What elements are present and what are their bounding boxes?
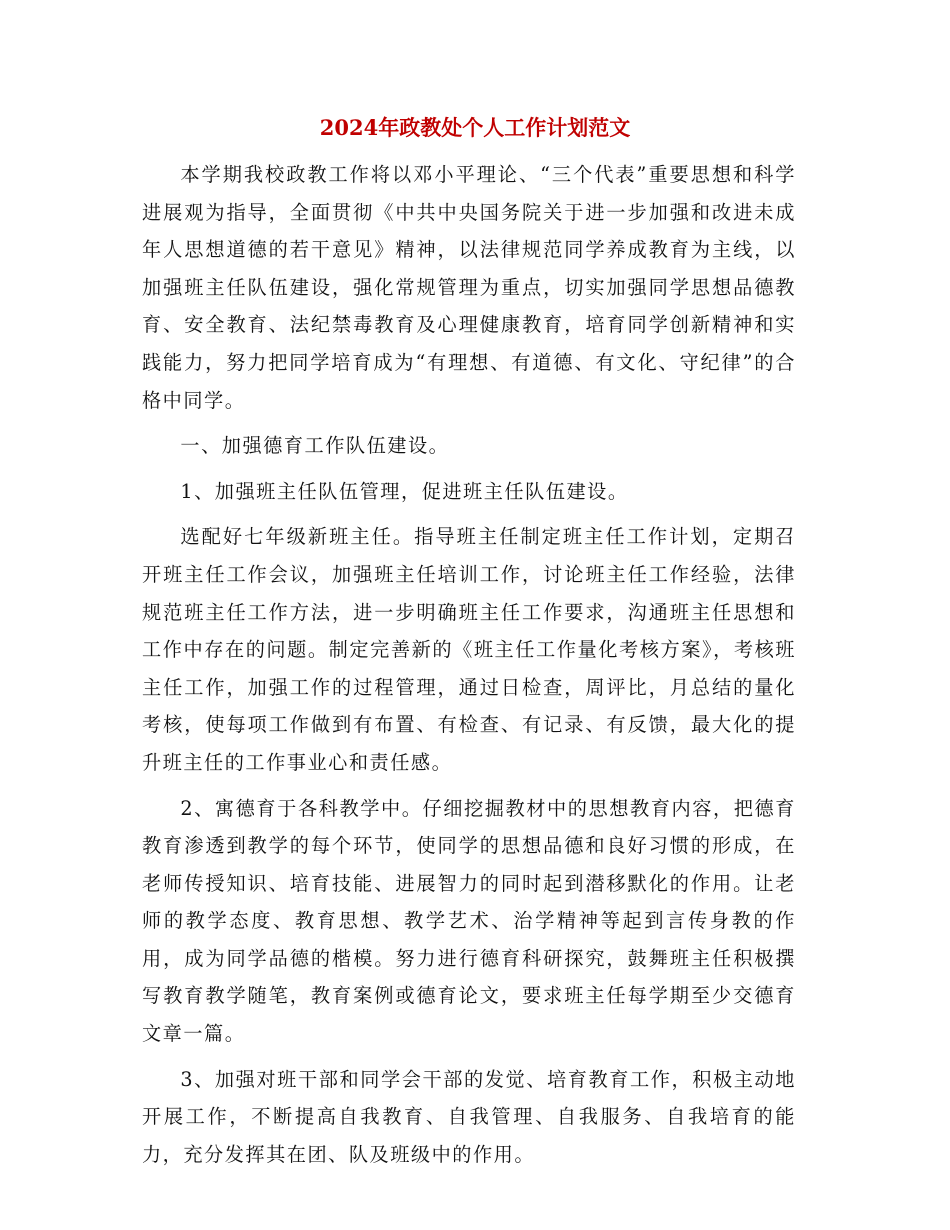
paragraph-item-1-heading: 1、加强班主任队伍管理，促进班主任队伍建设。 xyxy=(180,479,629,503)
paragraph-section-heading: 一、加强德育工作队伍建设。 xyxy=(180,434,450,458)
paragraph-item-1-body: 选配好七年级新班主任。指导班主任制定班主任工作计划，定期召开班主任工作会议，加强班主任培训工作，讨论班主任工作经验，法律规范班主任工作方法，进一步明确班主任工作要求，沟通班主任思想和工作中存在的问题。制定完善新的《班主任工作量化考核方案》，考核班主任工作，加强工作的过程管理，通过日检查，周评比，月总结的量化考核，使每项工作做到有布置、有检查、有记录、有反馈，最大化的提升班主任的工作事业心和责任感。 xyxy=(142,525,796,774)
paragraph-item-3: 3、加强对班干部和同学会干部的发觉、培育教育工作，积极主动地开展工作，不断提高自我教育、自我管理、自我服务、自我培育的能力，充分发挥其在团、队及班级中的作用。 xyxy=(142,1067,796,1166)
document-body xyxy=(142,156,796,1181)
paragraph-intro: 本学期我校政教工作将以邓小平理论、“三个代表”重要思想和科学进展观为指导，全面贯彻《中共中央国务院关于进一步加强和改进未成年人思想道德的若干意见》精神，以法律规范同学养成教育为主线，以加强班主任队伍建设，强化常规管理为重点，切实加强同学思想品德教育、安全教育、法纪禁毒教育及心理健康教育，培育同学创新精神和实践能力，努力把同学培育成为“有理想、有道德、有文化、守纪律”的合格中同学。 xyxy=(142,163,796,412)
paragraph-item-2: 2、寓德育于各科教学中。仔细挖掘教材中的思想教育内容，把德育教育渗透到教学的每个环节，使同学的思想品德和良好习惯的形成，在老师传授知识、培育技能、进展智力的同时起到潜移默化的作用。让老师的教学态度、教育思想、教学艺术、治学精神等起到言传身教的作用，成为同学品德的楷模。努力进行德育科研探究，鼓舞班主任积极撰写教育教学随笔，教育案例或德育论文，要求班主任每学期至少交德育文章一篇。 xyxy=(142,796,796,1046)
document-title: 2024年政教处个人工作计划范文 xyxy=(319,115,631,140)
